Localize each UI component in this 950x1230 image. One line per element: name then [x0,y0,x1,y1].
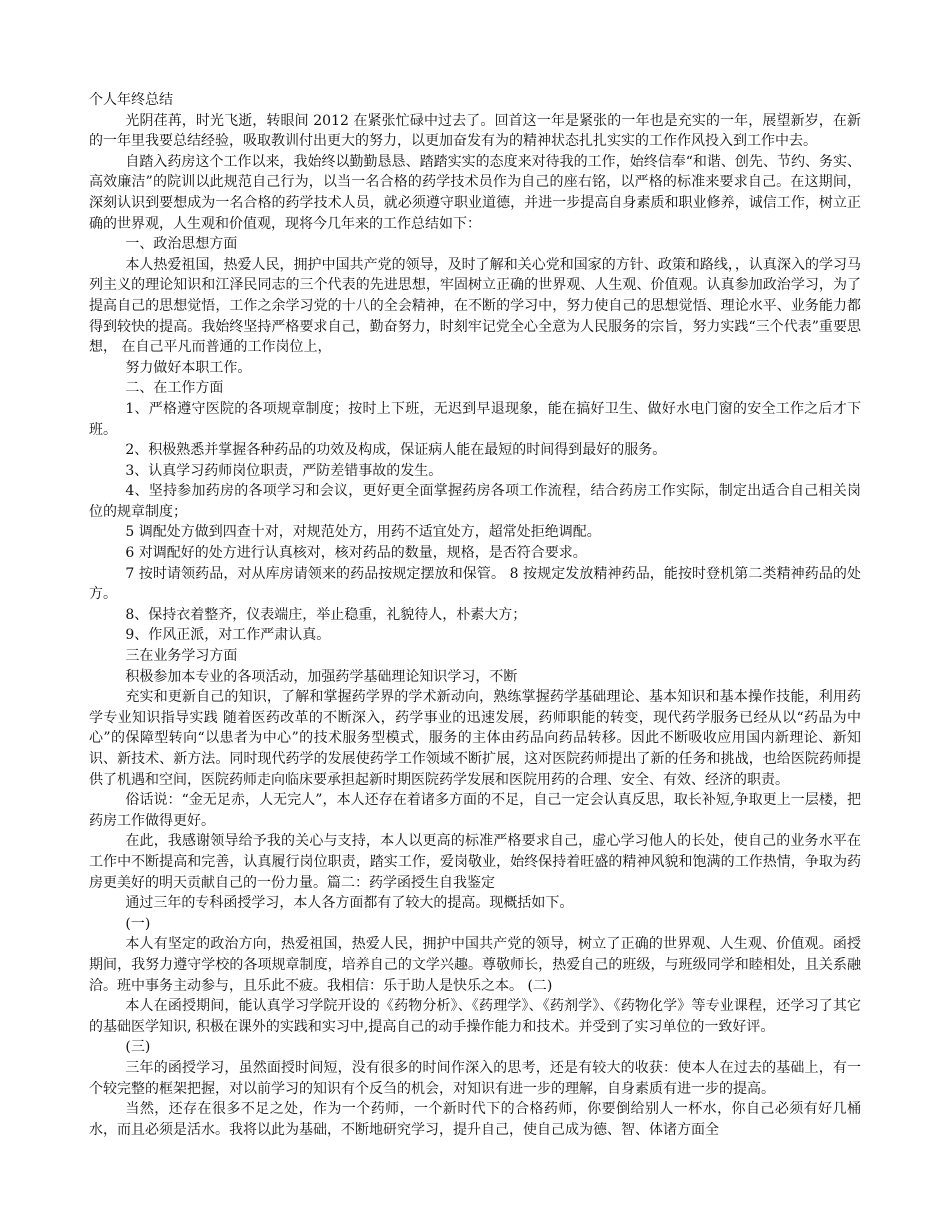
section-heading-political: 一、政治思想方面 [125,236,238,253]
paragraph-pharmacy-work: 自踏入药房这个工作以来，我始终以勤勤恳恳、踏踏实实的态度来对待我的工作，始终信奉“和谐、创先、节约、务实、高效廉洁”的院训以此规范自己行为，以当一名合格的药学技术员作为自己的座右铭，以严格的标准来要求自己。在这期间，深刻认识到要想成为一名合格的药学技术人员，就必须遵守职业道德，并进一步提高自身素质和职业修养，诚信工作，树立正确的世界观，人生观和价值观，现将今几年来的工作总结如下： [89,153,861,232]
list-item-work-3: 3、认真学习药师岗位职责，严防差错事故的发生。 [125,462,443,479]
paragraph-study-intro: 积极参加本专业的各项活动，加强药学基础理论知识学习，不断 [125,668,518,685]
paragraph-section-3: 三年的函授学习，虽然面授时间短，没有很多的时间作深入的思考，还是有较大的收获：使本人在过去的基础上，有一个较完整的框架把握，对以前学习的知识有个反刍的机会，对知识有进一步的理解，自身素质有进一步的提高。 [89,1059,861,1097]
paragraph-proverb: 俗话说：“金无足赤，人无完人”，本人还存在着诸多方面的不足，自己一定会认真反思，取长补短,争取更上一层楼，把药房工作做得更好。 [89,792,861,829]
list-item-work-7: 7 按时请领药品，对从库房请领来的药品按规定摆放和保管。 8 按规定发放精神药品，能按时登机第二类精神药品的处方。 [89,565,861,603]
paragraph-duty: 努力做好本职工作。 [125,359,252,376]
paragraph-conclusion: 当然，还存在很多不足之处，作为一个药师，一个新时代下的合格药师，你要倒给别人一杯水，你自己必须有好几桶水，而且必须是活水。我将以此为基础，不断地研究学习，提升自己，使自己成为德、智、体诸方面全 [89,1101,861,1138]
paragraph-political: 本人热爱祖国，热爱人民，拥护中国共产党的领导，及时了解和关心党和国家的方针、政策和路线，，认真深入的学习马列主义的理论知识和江泽民同志的三个代表的先进思想，牢固树立正确的世界观、人生观、价值观。认真参加政治学习，为了提高自己的思想觉悟，工作之余学习党的十八的全会精神，在不断的学习中，努力使自己的思想觉悟、理论水平、业务能力都得到较快的提高。我始终坚持严格要求自己，勤奋努力，时刻牢记党全心全意为人民服务的宗旨，努力实践“三个代表”重要思想， 在自己平凡而普通的工作岗位上， [89,256,861,356]
paragraph-thanks: 在此，我感谢领导给予我的关心与支持，本人以更高的标准严格要求自己，虚心学习他人的长处，使自己的业务水平在工作中不断提高和完善，认真履行岗位职责，踏实工作，爱岗敬业，始终保持着旺盛的精神风貌和饱满的工作热情，争取为药房更美好的明天贡献自己的一份力量。篇二：药学函授生自我鉴定 [89,833,861,891]
document-page [89,90,861,1140]
paragraph-study-detail: 充实和更新自己的知识，了解和掌握药学界的学术新动向，熟练掌握药学基础理论、基本知识和基本操作技能，利用药学专业知识指导实践 随着医药改革的不断深入，药学事业的迅速发展，药师职能的转变，现代药学服务已经从以“药品为中心”的保障型转向“以患者为中心”的技术服务型模式，服务的主体由药品向药品转移。因此不断吸收应用国内新理论、新知识、新技术、新方法。同时现代药学的发展使药学工作领域不断扩展，这对医院药师提出了新的任务和挑战，也给医院药师提供了机遇和空间，医院药师走向临床要承担起新时期医院药学发展和医院用药的合理、安全、有效、经济的职责。 [89,689,861,788]
document-title: 个人年终总结 [89,92,173,108]
paragraph-correspondence-intro: 通过三年的专科函授学习，本人各方面都有了较大的提高。现概括如下。 [125,895,574,912]
section-marker-1: (一) [125,915,151,932]
list-item-work-8: 8、保持衣着整齐，仪表端庄，举止稳重，礼貌待人，朴素大方； [125,606,527,623]
list-item-work-2: 2、积极熟悉并掌握各种药品的功效及构成，保证病人能在最短的时间得到最好的服务。 [125,442,667,459]
list-item-work-6: 6 对调配好的处方进行认真核对，核对药品的数量，规格，是否符合要求。 [125,545,587,562]
list-item-work-1: 1、严格遵守医院的各项规章制度；按时上下班，无迟到早退现象，能在搞好卫生、做好水电门窗的安全工作之后才下班。 [89,400,861,438]
list-item-work-4: 4、坚持参加药房的各项学习和会议，更好更全面掌握药房各项工作流程，结合药房工作实际，制定出适合自己相关岗位的规章制度； [89,483,861,520]
paragraph-section-1: 本人有坚定的政治方向，热爱祖国，热爱人民，拥护中国共产党的领导，树立了正确的世界观、人生观、价值观。函授期间，我努力遵守学校的各项规章制度，培养自己的文学兴趣。尊敬师长，热爱自己的班级，与班级同学和睦相处，且关系融洽。班中事务主动参与，且乐此不疲。我相信：乐于助人是快乐之本。 (二) [89,936,861,994]
section-heading-work: 二、在工作方面 [125,380,224,397]
paragraph-intro: 光阴荏苒，时光飞逝，转眼间 2012 在紧张忙碌中过去了。回首这一年是紧张的一年也是充实的一年，展望新岁，在新的一年里我要总结经验，吸取教训付出更大的努力，以更加奋发有为的精神状态扎扎实实的工作作风投入到工作中去。 [89,112,861,150]
list-item-work-5: 5 调配处方做到四查十对，对规范处方，用药不适宜处方，超常处拒绝调配。 [125,524,601,541]
section-heading-study: 三在业务学习方面 [125,648,238,665]
paragraph-section-2: 本人在函授期间，能认真学习学院开设的《药物分析》、《药理学》、《药剂学》、《药物化学》等专业课程，还学习了其它的基础医学知识, 积极在课外的实践和实习中,提高自己的动手操作能力和技术。并受到了实习单位的一致好评。 [89,998,861,1035]
list-item-work-9: 9、作风正派，对工作严肃认真。 [125,627,331,644]
section-marker-3: (三) [125,1039,151,1056]
